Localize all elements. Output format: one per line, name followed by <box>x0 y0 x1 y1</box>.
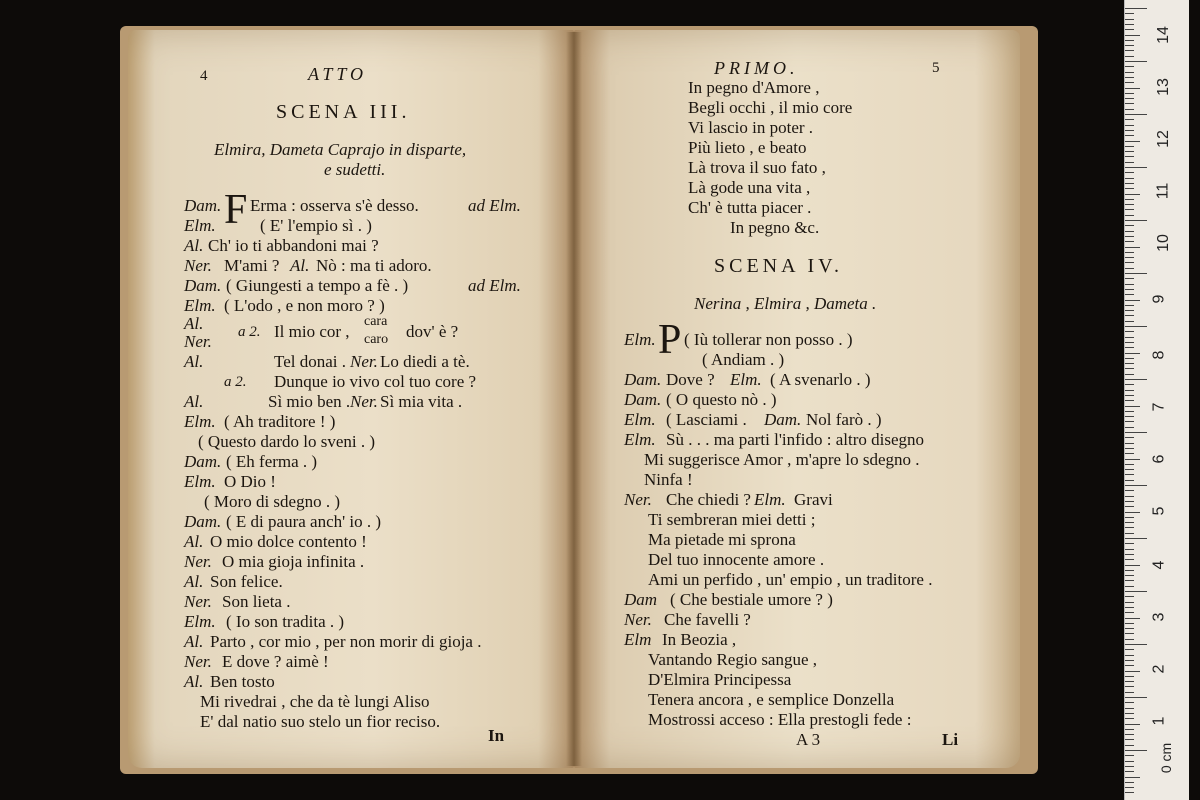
page-number: 4 <box>200 68 208 84</box>
dialogue-line: Ti sembreran miei detti ; <box>648 510 816 529</box>
speaker: Dam. <box>184 276 222 295</box>
dialogue-line: ( Che bestiale umore ? ) <box>670 590 833 609</box>
ruler-tick <box>1125 247 1140 248</box>
speaker: Elm. <box>184 216 216 235</box>
catchword: Li <box>942 730 959 749</box>
ruler-tick <box>1125 289 1134 290</box>
ruler-tick <box>1125 480 1134 481</box>
ruler-tick <box>1125 109 1134 110</box>
ruler-tick <box>1125 225 1134 226</box>
cast-line: Nerina , Elmira , Dameta . <box>694 294 877 313</box>
dialogue-line: O mio dolce contento ! <box>210 532 367 551</box>
a2-marker: a 2. <box>224 374 247 390</box>
drop-initial: F <box>224 187 248 233</box>
ruler-tick <box>1125 612 1134 613</box>
ruler-tick <box>1125 98 1134 99</box>
ruler-tick <box>1125 628 1134 629</box>
speaker: Ner. <box>184 592 212 611</box>
dialogue-line: ( Eh ferma . ) <box>226 452 318 471</box>
dialogue-variant: caro <box>364 332 389 347</box>
speaker: Al. <box>184 236 204 255</box>
ruler-tick <box>1125 782 1134 783</box>
ruler-tick <box>1125 56 1134 57</box>
aria-line: Begli occhi , il mio core <box>688 98 853 117</box>
ruler-tick <box>1125 257 1134 258</box>
ruler-tick <box>1125 209 1134 210</box>
aria-line: Vi lascio in poter . <box>688 118 814 137</box>
aria-line: Ch' è tutta piacer . <box>688 198 812 217</box>
dialogue-line: ( Ah traditore ! ) <box>224 412 336 431</box>
ruler-tick <box>1125 660 1134 661</box>
ruler-tick <box>1125 406 1140 407</box>
dialogue-line: E dove ? aimè ! <box>222 652 329 671</box>
ruler-number: 6 <box>1150 454 1168 464</box>
ruler-tick <box>1125 278 1134 279</box>
ruler-tick <box>1125 671 1140 672</box>
ruler-tick <box>1125 29 1134 30</box>
ruler-tick <box>1125 178 1134 179</box>
stage-direction: ad Elm. <box>468 276 521 295</box>
ruler-tick <box>1125 496 1134 497</box>
dialogue-line: Mi rivedrai , che da tè lungi Aliso <box>200 692 430 711</box>
speaker: Elm. <box>754 490 786 509</box>
ruler-tick <box>1125 501 1134 502</box>
ruler-tick <box>1125 787 1134 788</box>
ruler-tick <box>1125 602 1134 603</box>
ruler-tick <box>1125 215 1134 216</box>
dialogue-line: ( E di paura anch' io . ) <box>226 512 382 531</box>
speaker: Dam. <box>624 390 662 409</box>
running-head: PRIMO. <box>714 58 799 78</box>
ruler-tick <box>1125 517 1134 518</box>
dialogue-line: Sì mia vita . <box>380 392 463 411</box>
ruler-tick <box>1125 655 1134 656</box>
ruler-tick <box>1125 565 1140 566</box>
speaker: Elm. <box>624 330 656 349</box>
ruler-tick <box>1125 135 1134 136</box>
ruler-number: 4 <box>1150 560 1168 570</box>
ruler-number: 5 <box>1150 506 1168 516</box>
ruler-tick <box>1125 432 1147 433</box>
dialogue-line: ( Io son tradita . ) <box>226 612 345 631</box>
speaker: Dam. <box>184 512 222 531</box>
speaker: Elm. <box>184 412 216 431</box>
dialogue-line: ( Lasciami . <box>666 410 747 429</box>
dialogue-line: Il mio cor , <box>274 322 350 341</box>
ruler-tick <box>1125 702 1134 703</box>
ruler-tick <box>1125 692 1134 693</box>
speaker: Al. <box>184 314 204 333</box>
ruler-tick <box>1125 241 1134 242</box>
scene-title: SCENA III. <box>276 101 411 123</box>
speaker: Al. <box>184 672 204 691</box>
speaker: Dam. <box>764 410 802 429</box>
signature-mark: A 3 <box>796 730 821 749</box>
running-head: ATTO <box>308 64 368 84</box>
ruler-tick <box>1125 538 1147 539</box>
page-number: 5 <box>932 60 940 76</box>
dialogue-line: ( Giungesti a tempo a fè . ) <box>226 276 409 295</box>
ruler-tick <box>1125 315 1134 316</box>
ruler-tick <box>1125 676 1134 677</box>
ruler-tick <box>1125 35 1140 36</box>
ruler-tick <box>1125 639 1134 640</box>
dialogue-line: ( Iù tollerar non posso . ) <box>684 330 853 349</box>
speaker: Al. <box>184 572 204 591</box>
ruler-tick <box>1125 321 1134 322</box>
speaker: Dam. <box>184 196 222 215</box>
dialogue-line: O mia gioja infinita . <box>222 552 365 571</box>
ruler-tick <box>1125 273 1147 274</box>
ruler-tick <box>1125 527 1134 528</box>
ruler-tick <box>1125 729 1134 730</box>
ruler-tick <box>1125 390 1134 391</box>
ruler-number: 9 <box>1150 294 1168 304</box>
ruler-tick <box>1125 623 1134 624</box>
ruler-tick <box>1125 522 1134 523</box>
cast-line: e sudetti. <box>324 160 386 179</box>
ruler-number: 10 <box>1154 234 1172 252</box>
ruler-tick <box>1125 379 1147 380</box>
ruler-tick <box>1125 374 1134 375</box>
right-page <box>574 30 1020 768</box>
ruler-tick <box>1125 172 1134 173</box>
ruler-tick <box>1125 61 1147 62</box>
ruler-tick <box>1125 72 1134 73</box>
book-gutter <box>566 32 582 766</box>
dialogue-line: ( Moro di sdegno . ) <box>204 492 340 511</box>
speaker: Ner. <box>624 610 652 629</box>
scene-title: SCENA IV. <box>714 255 843 277</box>
ruler-tick <box>1125 8 1147 9</box>
ruler-tick <box>1125 755 1134 756</box>
ruler-tick <box>1125 437 1134 438</box>
ruler-tick <box>1125 50 1134 51</box>
ruler-tick <box>1125 183 1134 184</box>
speaker: Al. <box>184 352 204 371</box>
ruler-tick <box>1125 549 1134 550</box>
ruler-tick <box>1125 77 1134 78</box>
ruler-tick <box>1125 337 1134 338</box>
dialogue-line: D'Elmira Principessa <box>648 670 792 689</box>
catchword: In <box>488 726 505 745</box>
ruler-number: 2 <box>1150 664 1168 674</box>
ruler-tick <box>1125 792 1134 793</box>
drop-initial: P <box>658 317 682 363</box>
ruler-number: 12 <box>1154 130 1172 148</box>
aria-line: Là trova il suo fato , <box>688 158 826 177</box>
ruler-tick <box>1125 559 1134 560</box>
speaker: Ner. <box>184 552 212 571</box>
ruler-tick <box>1125 411 1134 412</box>
cast-line: Elmira, Dameta Caprajo in disparte, <box>214 140 467 159</box>
ruler-tick <box>1125 262 1134 263</box>
ruler-tick <box>1125 739 1134 740</box>
dialogue-line: ( A svenarlo . ) <box>770 370 871 389</box>
ruler-tick <box>1125 453 1134 454</box>
ruler-tick <box>1125 353 1140 354</box>
dialogue-line: Ami un perfido , un' empio , un traditore . <box>648 570 933 589</box>
ruler-tick <box>1125 19 1134 20</box>
ruler-tick <box>1125 586 1134 587</box>
aria-line: Là gode una vita , <box>688 178 811 197</box>
ruler-tick <box>1125 665 1134 666</box>
ruler-tick <box>1125 347 1134 348</box>
ruler-tick <box>1125 543 1134 544</box>
ruler-tick <box>1125 66 1134 67</box>
ruler-tick <box>1125 750 1147 751</box>
ruler-tick <box>1125 421 1134 422</box>
ruler-tick <box>1125 88 1140 89</box>
left-page <box>128 30 574 768</box>
ruler-tick <box>1125 268 1134 269</box>
ruler-tick <box>1125 506 1134 507</box>
ruler-tick <box>1125 162 1134 163</box>
ruler-tick <box>1125 188 1134 189</box>
ruler-number: 11 <box>1154 182 1172 200</box>
ruler-tick <box>1125 231 1134 232</box>
ruler-tick <box>1125 294 1134 295</box>
stage-direction: ad Elm. <box>468 196 521 215</box>
ruler-tick <box>1125 284 1134 285</box>
ruler-tick <box>1125 194 1140 195</box>
ruler-tick <box>1125 533 1134 534</box>
dialogue-line: Che favelli ? <box>664 610 751 629</box>
ruler-tick <box>1125 130 1134 131</box>
ruler-tick <box>1125 310 1134 311</box>
speaker: Ner. <box>184 256 212 275</box>
ruler-tick <box>1125 45 1134 46</box>
dialogue-line: Parto , cor mio , per non morir di gioja . <box>210 632 482 651</box>
ruler-tick <box>1125 368 1134 369</box>
ruler-tick <box>1125 40 1134 41</box>
ruler-tick <box>1125 591 1147 592</box>
aria-line: In pegno d'Amore , <box>688 78 820 97</box>
ruler-tick <box>1125 554 1134 555</box>
ruler-number: 14 <box>1154 26 1172 44</box>
speaker: Ner. <box>184 332 212 351</box>
ruler-tick <box>1125 745 1134 746</box>
dialogue-line: Mi suggerisce Amor , m'apre lo sdegno . <box>644 450 920 469</box>
speaker: Elm. <box>184 612 216 631</box>
dialogue-line: Ch' io ti abbandoni mai ? <box>208 236 379 255</box>
ruler-unit: 0 cm <box>1158 742 1175 774</box>
dialogue-line: Son lieta . <box>222 592 291 611</box>
speaker: Al. <box>290 256 310 275</box>
dialogue-line: Tenera ancora , e semplice Donzella <box>648 690 895 709</box>
ruler-tick <box>1125 156 1134 157</box>
ruler-tick <box>1125 13 1134 14</box>
speaker: Dam <box>624 590 658 609</box>
ruler-tick <box>1125 300 1140 301</box>
ruler-tick <box>1125 734 1134 735</box>
ruler-tick <box>1125 384 1134 385</box>
dialogue-line: Ma pietade mi sprona <box>648 530 796 549</box>
ruler-tick <box>1125 766 1134 767</box>
dialogue-line: ( E' l'empio sì . ) <box>260 216 372 235</box>
ruler-tick <box>1125 485 1147 486</box>
dialogue-line: ( Questo dardo lo sveni . ) <box>198 432 376 451</box>
ruler-tick <box>1125 125 1134 126</box>
dialogue-line: In Beozia , <box>662 630 737 649</box>
ruler-number: 13 <box>1154 78 1172 96</box>
ruler-tick <box>1125 220 1147 221</box>
ruler-tick <box>1125 459 1140 460</box>
dialogue-line: ( Andiam . ) <box>702 350 785 369</box>
dialogue-line: M'ami ? <box>224 256 280 275</box>
speaker: Ner. <box>624 490 652 509</box>
dialogue-line: Ben tosto <box>210 672 275 691</box>
dialogue-line: Ninfa ! <box>644 470 693 489</box>
dialogue-line: Nò : ma ti adoro. <box>316 256 432 275</box>
dialogue-line: E' dal natio suo stelo un fior reciso. <box>200 712 441 731</box>
ruler-tick <box>1125 326 1147 327</box>
ruler-tick <box>1125 305 1134 306</box>
ruler-tick <box>1125 575 1134 576</box>
ruler-tick <box>1125 448 1134 449</box>
ruler-tick <box>1125 649 1134 650</box>
aria-line: Più lieto , e beato <box>688 138 807 157</box>
dialogue-line: Son felice. <box>210 572 283 591</box>
ruler-tick <box>1125 464 1134 465</box>
ruler-tick <box>1125 93 1134 94</box>
ruler-tick <box>1125 119 1134 120</box>
dialogue-line: Dove ? <box>666 370 715 389</box>
speaker: Al. <box>184 632 204 651</box>
ruler-tick <box>1125 141 1140 142</box>
speaker: Elm <box>624 630 652 649</box>
speaker: Ner. <box>350 392 378 411</box>
ruler-tick <box>1125 570 1134 571</box>
ruler-tick <box>1125 761 1134 762</box>
speaker: Elm. <box>624 410 656 429</box>
ruler-tick <box>1125 82 1134 83</box>
ruler-number: 3 <box>1150 612 1168 622</box>
ruler-tick <box>1125 681 1134 682</box>
ruler-tick <box>1125 199 1134 200</box>
speaker: Elm. <box>184 296 216 315</box>
ruler-tick <box>1125 512 1140 513</box>
dialogue-line: ( O questo nò . ) <box>666 390 777 409</box>
ruler-tick <box>1125 103 1134 104</box>
ruler-tick <box>1125 151 1134 152</box>
aria-line: In pegno &c. <box>730 218 820 237</box>
ruler-tick <box>1125 146 1134 147</box>
speaker: Dam. <box>184 452 222 471</box>
dialogue-line: ( L'odo , e non moro ? ) <box>224 296 385 315</box>
dialogue-line: Dunque io vivo col tuo core ? <box>274 372 477 391</box>
dialogue-line: Nol farò . ) <box>806 410 882 429</box>
speaker: Elm. <box>730 370 762 389</box>
ruler-tick <box>1125 596 1134 597</box>
dialogue-line: dov' è ? <box>406 322 459 341</box>
ruler-tick <box>1125 24 1134 25</box>
dialogue-line: Tel donai . <box>274 352 346 371</box>
measurement-ruler <box>1124 0 1189 800</box>
ruler-tick <box>1125 342 1134 343</box>
dialogue-line: O Dio ! <box>224 472 276 491</box>
ruler-tick <box>1125 713 1134 714</box>
ruler-tick <box>1125 580 1134 581</box>
ruler-tick <box>1125 331 1134 332</box>
ruler-tick <box>1125 777 1140 778</box>
ruler-tick <box>1125 697 1147 698</box>
ruler-tick <box>1125 469 1134 470</box>
ruler-tick <box>1125 644 1147 645</box>
dialogue-line: Sì mio ben . <box>268 392 351 411</box>
speaker: Al. <box>184 532 204 551</box>
ruler-tick <box>1125 607 1134 608</box>
ruler-tick <box>1125 443 1134 444</box>
dialogue-line: Del tuo innocente amore . <box>648 550 825 569</box>
ruler-tick <box>1125 771 1134 772</box>
ruler-tick <box>1125 416 1134 417</box>
speaker: Elm. <box>184 472 216 491</box>
dialogue-line: Mostrossi acceso : Ella prestogli fede : <box>648 710 912 729</box>
ruler-tick <box>1125 204 1134 205</box>
ruler-tick <box>1125 252 1134 253</box>
speaker: Dam. <box>624 370 662 389</box>
ruler-tick <box>1125 400 1134 401</box>
ruler-tick <box>1125 358 1134 359</box>
speaker: Al. <box>184 392 204 411</box>
dialogue-line: Sù . . . ma parti l'infido : altro disegno <box>666 430 925 449</box>
ruler-tick <box>1125 236 1134 237</box>
ruler-tick <box>1125 633 1134 634</box>
speaker: Ner. <box>350 352 378 371</box>
dialogue-line: Lo diedi a tè. <box>380 352 470 371</box>
ruler-tick <box>1125 363 1134 364</box>
dialogue-line: Gravi <box>794 490 833 509</box>
ruler-number: 1 <box>1150 716 1168 726</box>
ruler-tick <box>1125 724 1140 725</box>
ruler-number: 8 <box>1150 350 1168 360</box>
speaker: Ner. <box>184 652 212 671</box>
ruler-tick <box>1125 167 1147 168</box>
dialogue-line: Vantando Regio sangue , <box>648 650 818 669</box>
ruler-tick <box>1125 490 1134 491</box>
speaker: Elm. <box>624 430 656 449</box>
ruler-tick <box>1125 427 1134 428</box>
dialogue-line: Erma : osserva s'è desso. <box>250 196 419 215</box>
ruler-tick <box>1125 618 1140 619</box>
dialogue-variant: cara <box>364 314 388 329</box>
ruler-tick <box>1125 718 1134 719</box>
dialogue-line: Che chiedi ? <box>666 490 751 509</box>
ruler-tick <box>1125 708 1134 709</box>
a2-marker: a 2. <box>238 324 261 340</box>
ruler-tick <box>1125 686 1134 687</box>
ruler-tick <box>1125 114 1147 115</box>
ruler-number: 7 <box>1150 402 1168 412</box>
ruler-tick <box>1125 395 1134 396</box>
ruler-tick <box>1125 474 1134 475</box>
